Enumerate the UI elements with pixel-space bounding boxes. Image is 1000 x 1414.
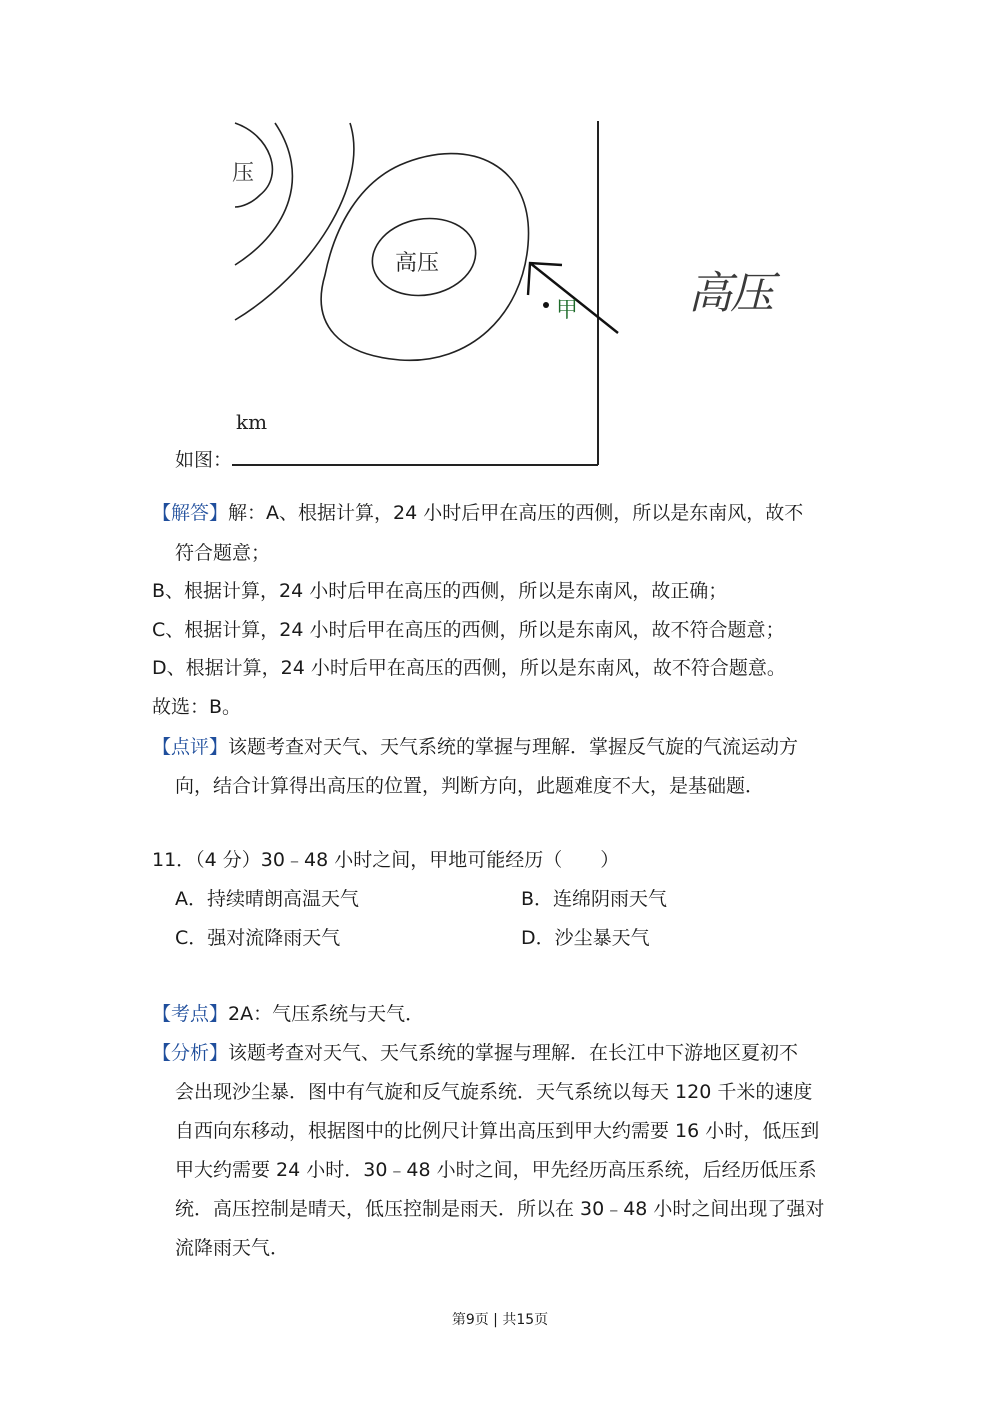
question-11-option-d: D．沙尘暴天气 <box>521 927 650 949</box>
analysis-line-6: 流降雨天气． <box>175 1237 290 1259</box>
question-11-option-b: B．连绵阴雨天气 <box>521 888 668 910</box>
page-footer: 第9页 | 共15页 <box>451 1312 549 1328</box>
question-11-option-a: A．持续晴朗高温天气 <box>175 888 359 910</box>
question-11-stem: 11．（4 分）30﹣48 小时之间，甲地可能经历（ ） <box>152 849 620 871</box>
comment-line-1 <box>152 735 798 759</box>
high-pressure-center-label: 高压 <box>395 251 440 276</box>
analysis-tag: 【分析】 <box>152 1042 229 1064</box>
analysis-line-2: 会出现沙尘暴．图中有气旋和反气旋系统．天气系统以每天 120 千米的速度 <box>175 1081 813 1103</box>
kaodian-line <box>152 1002 424 1026</box>
scale-unit-label: km <box>236 410 268 434</box>
answer-text-1: 解：A、根据计算，24 小时后甲在高压的西侧，所以是东南风，故不 <box>228 502 804 524</box>
question-11-option-c: C．强对流降雨天气 <box>175 927 341 949</box>
answer-line-4: D、根据计算，24 小时后甲在高压的西侧，所以是东南风，故不符合题意。 <box>152 657 786 679</box>
analysis-line-5: 统．高压控制是晴天，低压控制是雨天．所以在 30﹣48 小时之间出现了强对 <box>175 1198 825 1220</box>
analysis-line-3: 自西向东移动，根据图中的比例尺计算出高压到甲大约需要 16 小时，低压到 <box>175 1120 820 1142</box>
kaodian-tag: 【考点】 <box>152 1003 229 1025</box>
high-pressure-side-label: 高压 <box>688 268 772 319</box>
isobar-map-figure <box>230 115 610 471</box>
isobar-left-outer <box>235 123 354 320</box>
answer-line-2: B、根据计算，24 小时后甲在高压的西侧，所以是东南风，故正确； <box>152 580 728 602</box>
comment-tag: 【点评】 <box>152 736 229 758</box>
comment-line-2: 向，结合计算得出高压的位置，判断方向，此题难度不大，是基础题． <box>175 775 765 797</box>
kaodian-text: 2A：气压系统与天气． <box>228 1003 425 1025</box>
answer-line-3: C、根据计算，24 小时后甲在高压的西侧，所以是东南风，故不符合题意； <box>152 619 785 641</box>
partial-pressure-label: 压 <box>232 161 255 186</box>
analysis-line-1 <box>152 1041 798 1065</box>
answer-line-1b: 符合题意； <box>175 542 271 564</box>
point-jia-marker <box>543 302 549 308</box>
figure-caption: 如图： <box>175 449 233 471</box>
analysis-text-1: 该题考查对天气、天气系统的掌握与理解．在长江中下游地区夏初不 <box>228 1042 799 1064</box>
point-jia-label: 甲 <box>556 298 579 323</box>
answer-line-1 <box>152 501 803 525</box>
analysis-line-4: 甲大约需要 24 小时．30﹣48 小时之间，甲先经历高压系统，后经历低压系 <box>175 1159 817 1181</box>
answer-choice: 故选：B。 <box>152 696 242 718</box>
answer-tag: 【解答】 <box>152 502 229 524</box>
comment-text-1: 该题考查对天气、天气系统的掌握与理解．掌握反气旋的气流运动方 <box>228 736 799 758</box>
wind-arrow-head <box>528 263 562 295</box>
